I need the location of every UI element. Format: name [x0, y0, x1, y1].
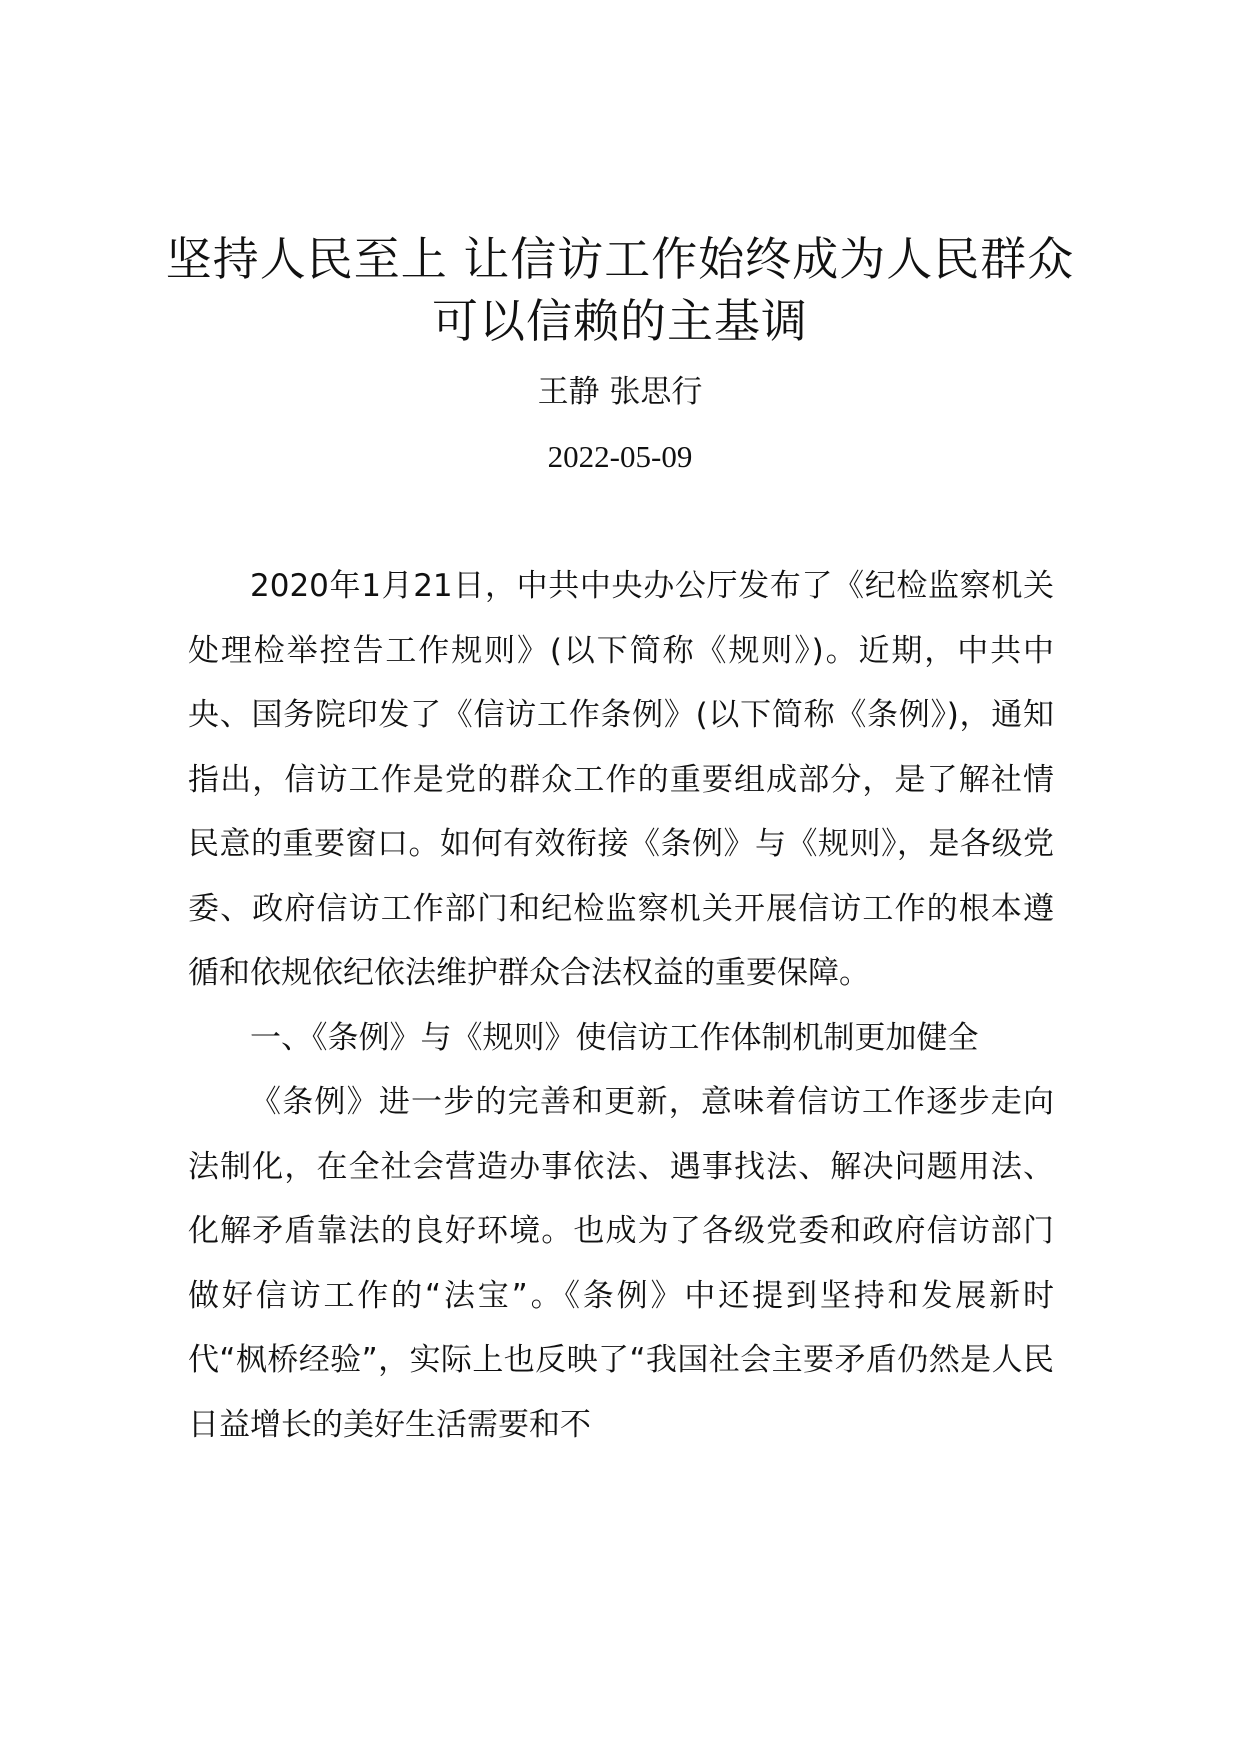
body-paragraph: 《条例》进一步的完善和更新，意味着信访工作逐步走向法制化，在全社会营造办事依法、遇事找法、解决问题用法、化解矛盾靠法的良好环境。也成为了各级党委和政府信访部门做好信访工作的“法宝”。《条例》中还提到坚持和发展新时代“枫桥经验”，实际上也反映了“我国社会主要矛盾仍然是人民日益增长的美好生活需要和不: [188, 1084, 1054, 1443]
section-heading-1: 一、《条例》与《规则》使信访工作体制机制更加健全: [250, 1019, 979, 1056]
article-date: 2022-05-09: [547, 439, 693, 474]
article-authors: 王静 张思行: [537, 374, 703, 410]
article-body: [188, 554, 1054, 1457]
body-paragraph-intro: 2020年1月21日，中共中央办公厅发布了《纪检监察机关处理检举控告工作规则》(以下简称《规则》)。近期，中共中央、国务院印发了《信访工作条例》(以下简称《条例》)，通知指出，信访工作是党的群众工作的重要组成部分，是了解社情民意的重要窗口。如何有效衔接《条例》与《规则》，是各级党委、政府信访工作部门和纪检监察机关开展信访工作的根本遵循和依规依纪依法维护群众合法权益的重要保障。: [188, 568, 1054, 991]
article-title: 坚持人民至上 让信访工作始终成为人民群众可以信赖的主基调: [165, 232, 1075, 348]
